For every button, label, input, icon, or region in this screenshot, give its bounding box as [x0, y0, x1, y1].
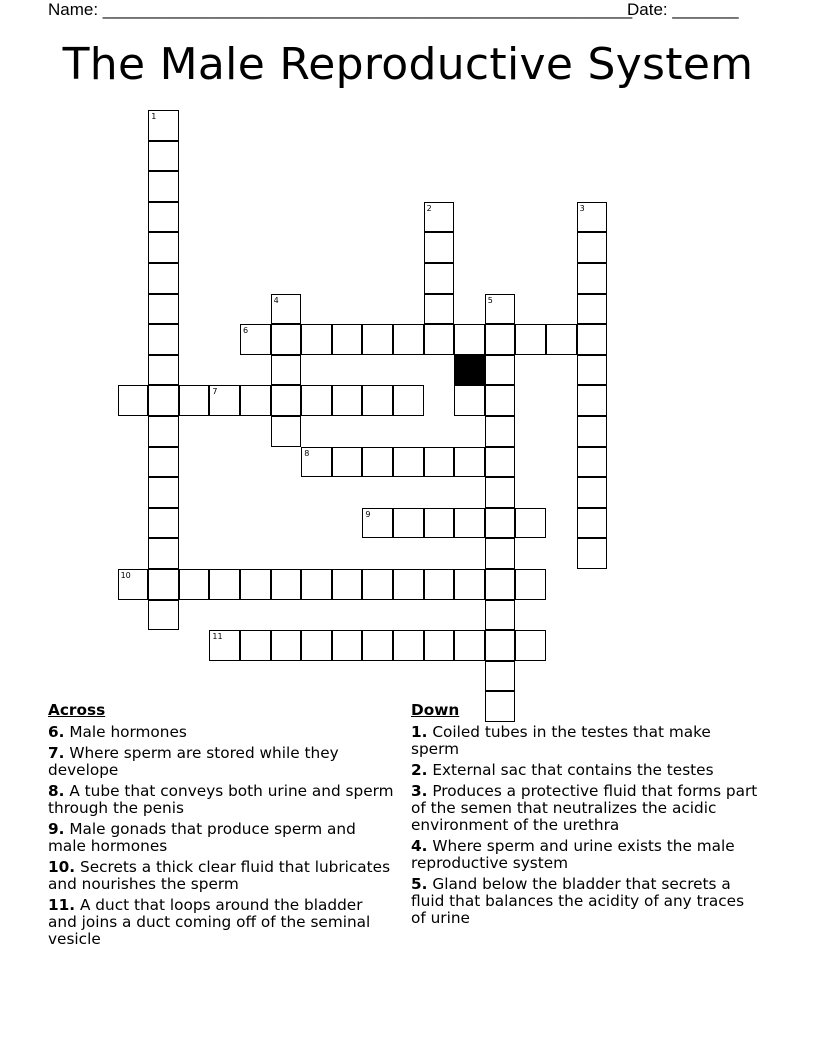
clue-text: A tube that conveys both urine and sperm through the penis [48, 782, 394, 817]
crossword-cell[interactable] [577, 263, 608, 294]
clue-number-label: 8. [48, 782, 65, 800]
crossword-cell[interactable] [454, 447, 485, 478]
crossword-cell[interactable] [577, 385, 608, 416]
crossword-cell[interactable] [424, 294, 455, 325]
crossword-cell[interactable] [454, 385, 485, 416]
clue-number: 10 [120, 571, 131, 580]
clue-text: Secrets a thick clear fluid that lubricates and nourishes the sperm [48, 858, 391, 893]
crossword-cell[interactable] [148, 416, 179, 447]
crossword-cell[interactable] [577, 508, 608, 539]
page-title: The Male Reproductive System [62, 39, 754, 90]
clue-text: Male gonads that produce sperm and male hormones [48, 820, 356, 855]
crossword-cell[interactable] [515, 569, 546, 600]
clue-number-label: 6. [48, 723, 65, 741]
crossword-cell[interactable] [424, 232, 455, 263]
crossword-cell[interactable] [393, 630, 424, 661]
clue-number-label: 5. [411, 875, 428, 893]
date-field-label: Date: _______ [627, 0, 739, 19]
clue-number: 4 [273, 295, 279, 305]
crossword-cell[interactable] [454, 569, 485, 600]
crossword-cell[interactable] [485, 630, 516, 661]
down-clue [411, 783, 763, 834]
crossword-cell[interactable] [485, 294, 516, 325]
name-field-label: Name: ________________________________________________________ [48, 0, 633, 19]
crossword-cell[interactable] [301, 569, 332, 600]
crossword-cell[interactable] [485, 477, 516, 508]
crossword-cell[interactable] [424, 447, 455, 478]
clue-text: Male hormones [69, 723, 187, 741]
crossword-cell[interactable] [485, 447, 516, 478]
crossword-cell[interactable] [271, 569, 302, 600]
crossword-cell[interactable] [148, 294, 179, 325]
crossword-cell[interactable] [577, 538, 608, 569]
crossword-cell[interactable] [148, 263, 179, 294]
crossword-cell[interactable] [577, 324, 608, 355]
clue-number: 2 [426, 203, 432, 213]
crossword-cell[interactable] [362, 447, 393, 478]
crossword-cell[interactable] [577, 232, 608, 263]
clue-number: 7 [212, 387, 218, 397]
crossword-cell[interactable] [332, 447, 363, 478]
clue-number: 5 [487, 295, 493, 305]
crossword-cell[interactable] [209, 385, 240, 416]
across-clue [48, 897, 396, 948]
across-clue [48, 745, 396, 779]
crossword-cell[interactable] [148, 141, 179, 172]
crossword-cell[interactable] [424, 202, 455, 233]
crossword-cell[interactable] [271, 355, 302, 386]
crossword-cell[interactable] [301, 630, 332, 661]
crossword-block [454, 355, 485, 386]
crossword-cell[interactable] [454, 324, 485, 355]
crossword-cell[interactable] [148, 202, 179, 233]
crossword-cell[interactable] [148, 110, 179, 141]
crossword-cell[interactable] [148, 600, 179, 631]
clue-text: External sac that contains the testes [432, 761, 714, 779]
crossword-cell[interactable] [485, 538, 516, 569]
crossword-cell[interactable] [393, 508, 424, 539]
crossword-cell[interactable] [485, 324, 516, 355]
crossword-cell[interactable] [485, 416, 516, 447]
crossword-cell[interactable] [485, 569, 516, 600]
crossword-cell[interactable] [148, 171, 179, 202]
crossword-cell[interactable] [424, 569, 455, 600]
crossword-cell[interactable] [332, 324, 363, 355]
crossword-cell[interactable] [118, 569, 149, 600]
crossword-cell[interactable] [515, 324, 546, 355]
crossword-cell[interactable] [393, 447, 424, 478]
crossword-cell[interactable] [424, 263, 455, 294]
crossword-cell[interactable] [424, 630, 455, 661]
crossword-cell[interactable] [271, 324, 302, 355]
crossword-cell[interactable] [485, 600, 516, 631]
crossword-cell[interactable] [148, 477, 179, 508]
across-clue [48, 783, 396, 817]
down-clue [411, 724, 763, 758]
crossword-cell[interactable] [546, 324, 577, 355]
crossword-cell[interactable] [362, 630, 393, 661]
across-heading: Across [48, 701, 106, 719]
clue-text: A duct that loops around the bladder and joins a duct coming off of the seminal vesicle [48, 896, 371, 948]
across-clue [48, 821, 396, 855]
crossword-cell[interactable] [240, 630, 271, 661]
clue-number-label: 7. [48, 744, 65, 762]
crossword-cell[interactable] [332, 385, 363, 416]
crossword-cell[interactable] [454, 630, 485, 661]
clue-number-label: 4. [411, 837, 428, 855]
crossword-cell[interactable] [148, 232, 179, 263]
crossword-cell[interactable] [485, 385, 516, 416]
clue-number: 1 [151, 112, 157, 121]
clue-number-label: 10. [48, 858, 76, 876]
crossword-cell[interactable] [515, 508, 546, 539]
down-clue [411, 838, 763, 872]
crossword-cell[interactable] [485, 508, 516, 539]
crossword-cell[interactable] [577, 202, 608, 233]
crossword-cell[interactable] [515, 630, 546, 661]
crossword-cell[interactable] [240, 385, 271, 416]
clue-text: Where sperm and urine exists the male reproductive system [411, 837, 735, 872]
crossword-cell[interactable] [577, 294, 608, 325]
crossword-cell[interactable] [148, 538, 179, 569]
crossword-cell[interactable] [240, 324, 271, 355]
across-clue [48, 859, 396, 893]
clue-number-label: 2. [411, 761, 428, 779]
clue-number: 11 [212, 632, 223, 642]
crossword-cell[interactable] [179, 385, 210, 416]
crossword-cell[interactable] [118, 385, 149, 416]
crossword-cell[interactable] [148, 355, 179, 386]
clue-number-label: 1. [411, 723, 428, 741]
clue-text: Gland below the bladder that secrets a fluid that balances the acidity of any traces of urine [411, 875, 745, 927]
crossword-cell[interactable] [148, 324, 179, 355]
crossword-cell[interactable] [362, 385, 393, 416]
down-clue [411, 876, 763, 927]
crossword-cell[interactable] [271, 385, 302, 416]
crossword-cell[interactable] [424, 324, 455, 355]
crossword-cell[interactable] [424, 508, 455, 539]
crossword-cell[interactable] [577, 447, 608, 478]
crossword-cell[interactable] [393, 385, 424, 416]
down-heading: Down [411, 701, 460, 719]
crossword-cell[interactable] [577, 477, 608, 508]
clue-number-label: 3. [411, 782, 428, 800]
clue-text: Where sperm are stored while they develope [48, 744, 339, 779]
crossword-cell[interactable] [362, 569, 393, 600]
crossword-cell[interactable] [148, 569, 179, 600]
clue-text: Coiled tubes in the testes that make sperm [411, 723, 711, 758]
crossword-cell[interactable] [271, 294, 302, 325]
down-clues [411, 702, 763, 931]
clue-number-label: 9. [48, 820, 65, 838]
crossword-cell[interactable] [209, 569, 240, 600]
crossword-cell[interactable] [301, 385, 332, 416]
crossword-cell[interactable] [454, 508, 485, 539]
clue-number: 3 [579, 203, 585, 213]
crossword-cell[interactable] [148, 385, 179, 416]
clue-number: 9 [365, 509, 371, 519]
clue-text: Produces a protective fluid that forms part of the semen that neutralizes the acidic environment of the urethra [411, 782, 758, 834]
crossword-cell[interactable] [271, 630, 302, 661]
crossword-cell[interactable] [485, 661, 516, 692]
crossword-cell[interactable] [332, 569, 363, 600]
crossword-cell[interactable] [179, 569, 210, 600]
crossword-cell[interactable] [362, 324, 393, 355]
crossword-cell[interactable] [148, 508, 179, 539]
crossword-cell[interactable] [240, 569, 271, 600]
across-clues [48, 702, 396, 952]
crossword-cell[interactable] [485, 355, 516, 386]
crossword-cell[interactable] [577, 416, 608, 447]
crossword-cell[interactable] [362, 508, 393, 539]
crossword-cell[interactable] [577, 355, 608, 386]
clue-number: 6 [243, 326, 249, 336]
crossword-cell[interactable] [393, 569, 424, 600]
clue-number-label: 11. [48, 896, 76, 914]
crossword-cell[interactable] [393, 324, 424, 355]
crossword-cell[interactable] [209, 630, 240, 661]
crossword-cell[interactable] [148, 447, 179, 478]
down-clue [411, 762, 763, 779]
clue-number: 8 [304, 448, 310, 458]
crossword-cell[interactable] [301, 324, 332, 355]
crossword-cell[interactable] [301, 447, 332, 478]
crossword-cell[interactable] [271, 416, 302, 447]
across-clue [48, 724, 396, 741]
crossword-cell[interactable] [332, 630, 363, 661]
